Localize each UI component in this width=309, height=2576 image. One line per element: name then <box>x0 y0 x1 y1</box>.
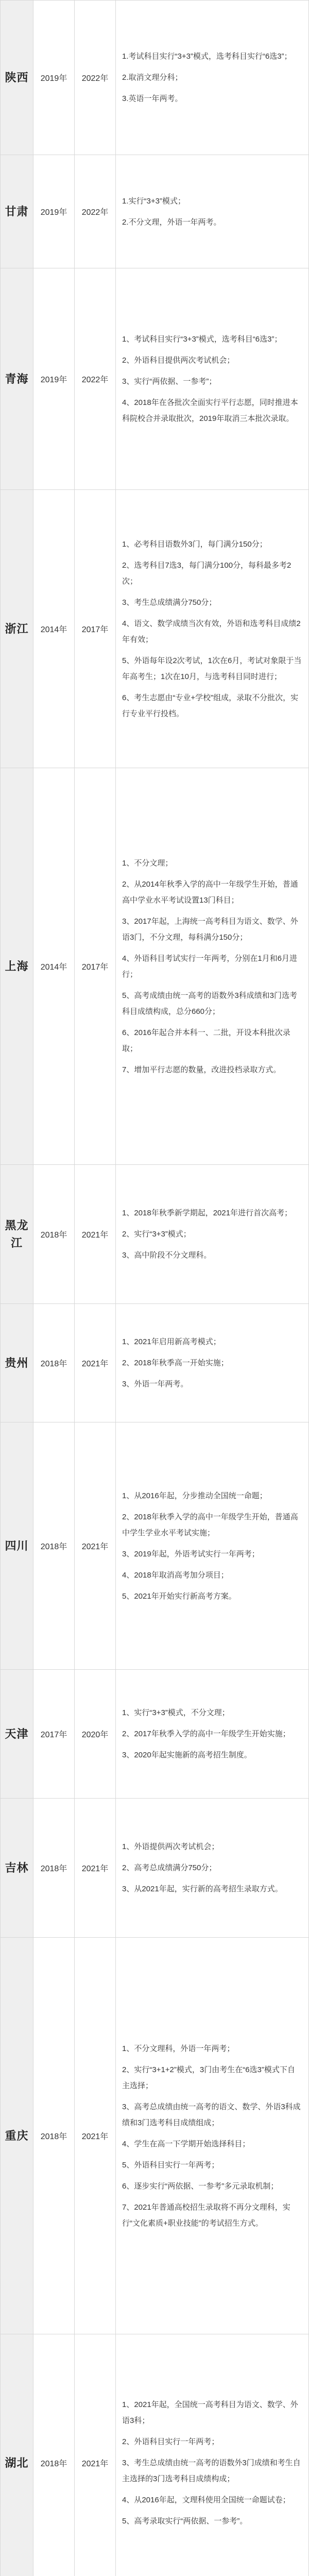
reform-item: 1、考试科目实行“3+3”模式，选考科目“6选3”； <box>122 335 282 344</box>
reform-item: 5、2021年开始实行新高考方案。 <box>122 1591 236 1601</box>
reform-item: 1、2021年启用新高考模式； <box>122 1337 221 1346</box>
reform-item: 3.英语一年两考。 <box>122 94 183 103</box>
start-year-cell: 2018年 <box>33 1165 75 1304</box>
reform-item: 1、必考科目语数外3门，每门满分150分； <box>122 539 267 549</box>
reform-item: 1、2021年起，全国统一高考科目为语文、数学、外语3科； <box>122 2400 298 2425</box>
province-cell <box>1 1670 33 1799</box>
province-name: 吉林 <box>5 1861 29 1874</box>
reform-item: 3、高中阶段不分文理科。 <box>122 1251 212 1260</box>
table-row <box>1 1304 309 1422</box>
reform-item: 5、高考成绩由统一高考的语数外3科成绩和3门选考科目成绩构成，总分660分； <box>122 991 298 1016</box>
implementation-year-cell: 2022年 <box>75 155 116 268</box>
reform-item: 2、2017年秋季入学的高中一年级学生开始实施； <box>122 1730 290 1738</box>
province-name: 上海 <box>5 959 29 973</box>
reform-item: 2、实行“3+3”模式； <box>122 1230 191 1239</box>
reform-item: 4、外语科目考试实行一年两考，分别在1月和6月进行； <box>122 954 298 979</box>
reform-table-body <box>1 1 309 2576</box>
reform-item: 2、实行“3+1+2”模式，3门由考生在“6选3”模式下自主选择； <box>122 2065 295 2090</box>
start-year-cell: 2018年 <box>33 1938 75 2334</box>
implementation-year-cell: 2021年 <box>75 1165 116 1304</box>
reform-item: 5、外语科目实行一年两考； <box>122 2160 219 2170</box>
province-cell <box>1 1 33 155</box>
reform-item: 3、2020年起实施新的高考招生制度。 <box>122 1751 252 1759</box>
implementation-year-cell: 2022年 <box>75 1 116 155</box>
reform-item: 3、考生总成绩由统一高考的语数外3门成绩和考生自主选择的3门选考科目成绩构成； <box>122 2459 301 2483</box>
province-cell <box>1 768 33 1165</box>
implementation-year-cell: 2022年 <box>75 268 116 490</box>
province-cell <box>1 268 33 490</box>
table-row <box>1 155 309 268</box>
reform-item: 3、2017年起，上海统一高考科目为语文、数学、外语3门，不分文理，每科满分150分； <box>122 917 298 942</box>
reform-item: 2.不分文理，外语一年两考。 <box>122 217 221 227</box>
province-name: 浙江 <box>5 622 29 635</box>
province-cell <box>1 1422 33 1670</box>
reform-detail-cell <box>116 1938 309 2334</box>
reform-item: 1、外语提供两次考试机会； <box>122 1842 219 1851</box>
implementation-year-cell: 2021年 <box>75 1938 116 2334</box>
reform-item: 4、学生在高一下学期开始选择科目； <box>122 2139 250 2148</box>
start-year-cell: 2018年 <box>33 1422 75 1670</box>
reform-item: 3、2019年起，外语考试实行一年两考； <box>122 1549 260 1558</box>
province-cell <box>1 1165 33 1304</box>
implementation-year-cell: 2021年 <box>75 1799 116 1938</box>
reform-item: 1、不分文理科，外语一年两考； <box>122 2044 235 2053</box>
reform-detail-cell <box>116 490 309 768</box>
table-row <box>1 1799 309 1938</box>
reform-item: 7、增加平行志愿的数量，改进投档录取方式。 <box>122 1065 281 1074</box>
province-name: 重庆 <box>5 2129 29 2142</box>
reform-item: 1.考试科目实行“3+3”模式，选考科目实行“6选3”； <box>122 52 292 61</box>
reform-item: 2、2018年秋季入学的高中一年级学生开始，普通高中学生学业水平考试实施； <box>122 1512 298 1537</box>
table-row <box>1 2334 309 2576</box>
province-name: 贵州 <box>5 1356 29 1369</box>
start-year-cell: 2018年 <box>33 2334 75 2576</box>
table-row <box>1 768 309 1165</box>
reform-detail-cell <box>116 1670 309 1799</box>
start-year-cell: 2019年 <box>33 268 75 490</box>
reform-detail-cell <box>116 1165 309 1304</box>
province-name: 天津 <box>5 1727 29 1740</box>
table-row <box>1 1 309 155</box>
province-cell <box>1 2334 33 2576</box>
province-name: 陕西 <box>5 71 29 84</box>
reform-item: 3、高考总成绩由统一高考的语文、数学、外语3科成绩和3门选考科目成绩组成； <box>122 2102 301 2127</box>
province-name: 四川 <box>5 1539 29 1552</box>
implementation-year-cell: 2017年 <box>75 490 116 768</box>
reform-item: 2、外语科目实行一年两考； <box>122 2437 219 2446</box>
reform-item: 4、语文、数学成绩当次有效，外语和选考科目成绩2年有效； <box>122 619 301 644</box>
table-row <box>1 1422 309 1670</box>
reform-item: 2、高考总成绩满分750分； <box>122 1863 217 1872</box>
reform-item: 1.实行“3+3”模式； <box>122 196 185 206</box>
province-cell <box>1 155 33 268</box>
province-cell <box>1 490 33 768</box>
reform-item: 7、2021年普通高校招生录取将不再分文理科，实行“文化素质+职业技能”的考试招生方式。 <box>122 2202 290 2228</box>
reform-item: 5、高考录取实行“两依据、一参考”。 <box>122 2517 248 2526</box>
table-row <box>1 268 309 490</box>
reform-item: 2、选考科目7选3，每门满分100分，每科最多考2次； <box>122 561 291 586</box>
reform-item: 6、逐步实行“两依据、一参考”多元录取机制； <box>122 2181 279 2191</box>
province-name: 甘肃 <box>5 205 29 218</box>
reform-item: 4、2018年取消高考加分项目； <box>122 1570 229 1580</box>
table-row <box>1 1670 309 1799</box>
table-row <box>1 1938 309 2334</box>
reform-item: 2.取消文理分科； <box>122 73 183 82</box>
reform-detail-cell <box>116 155 309 268</box>
reform-item: 2、从2014年秋季入学的高中一年级学生开始，普通高中学业水平考试设置13门科目； <box>122 879 298 905</box>
reform-item: 3、实行“两依据、一参考”； <box>122 377 217 386</box>
table-row <box>1 1165 309 1304</box>
reform-detail-cell <box>116 1799 309 1938</box>
reform-item: 4、从2016年起，文理科使用全国统一命题试卷； <box>122 2496 290 2504</box>
reform-detail-cell <box>116 1304 309 1422</box>
reform-detail-cell <box>116 1422 309 1670</box>
start-year-cell: 2019年 <box>33 1 75 155</box>
reform-item: 1、不分文理； <box>122 858 173 868</box>
reform-detail-cell <box>116 2334 309 2576</box>
province-cell <box>1 1304 33 1422</box>
reform-item: 3、从2021年起，实行新的高考招生录取方式。 <box>122 1885 283 1893</box>
province-name: 湖北 <box>5 2456 29 2469</box>
reform-item: 1、2018年秋季新学期起，2021年进行首次高考； <box>122 1209 293 1217</box>
reform-item: 2、外语科目提供两次考试机会； <box>122 356 235 365</box>
province-name: 黑龙江 <box>5 1218 29 1249</box>
start-year-cell: 2018年 <box>33 1799 75 1938</box>
reform-item: 1、从2016年起，分步推动全国统一命题； <box>122 1491 267 1500</box>
implementation-year-cell: 2017年 <box>75 768 116 1165</box>
start-year-cell: 2014年 <box>33 768 75 1165</box>
start-year-cell: 2017年 <box>33 1670 75 1799</box>
reform-detail-cell <box>116 768 309 1165</box>
start-year-cell: 2018年 <box>33 1304 75 1422</box>
reform-item: 6、考生志愿由“专业+学校”组成，录取不分批次，实行专业平行投档。 <box>122 693 299 718</box>
province-cell <box>1 1938 33 2334</box>
reform-item: 1、实行“3+3”模式，不分文理； <box>122 1708 230 1717</box>
reform-item: 3、考生总成绩满分750分； <box>122 598 217 607</box>
reform-item: 5、外语每年设2次考试，1次在6月，考试对象限于当年高考生；1次在10月，与选考科目同时进行； <box>122 656 302 681</box>
start-year-cell: 2014年 <box>33 490 75 768</box>
reform-item: 2、2018年秋季高一开始实施； <box>122 1359 229 1367</box>
implementation-year-cell: 2021年 <box>75 1304 116 1422</box>
reform-detail-cell <box>116 268 309 490</box>
reform-detail-cell <box>116 1 309 155</box>
implementation-year-cell: 2020年 <box>75 1670 116 1799</box>
implementation-year-cell: 2021年 <box>75 2334 116 2576</box>
reform-item: 6、2016年起合并本科一、二批，开设本科批次录取； <box>122 1028 290 1053</box>
province-name: 青海 <box>5 372 29 385</box>
implementation-year-cell: 2021年 <box>75 1422 116 1670</box>
reform-item: 3、外语一年两考。 <box>122 1380 188 1388</box>
province-cell <box>1 1799 33 1938</box>
start-year-cell: 2019年 <box>33 155 75 268</box>
reform-item: 4、2018年在各批次全面实行平行志愿，同时推进本科院校合并录取批次，2019年取消三本批次录取。 <box>122 398 298 423</box>
table-row <box>1 490 309 768</box>
